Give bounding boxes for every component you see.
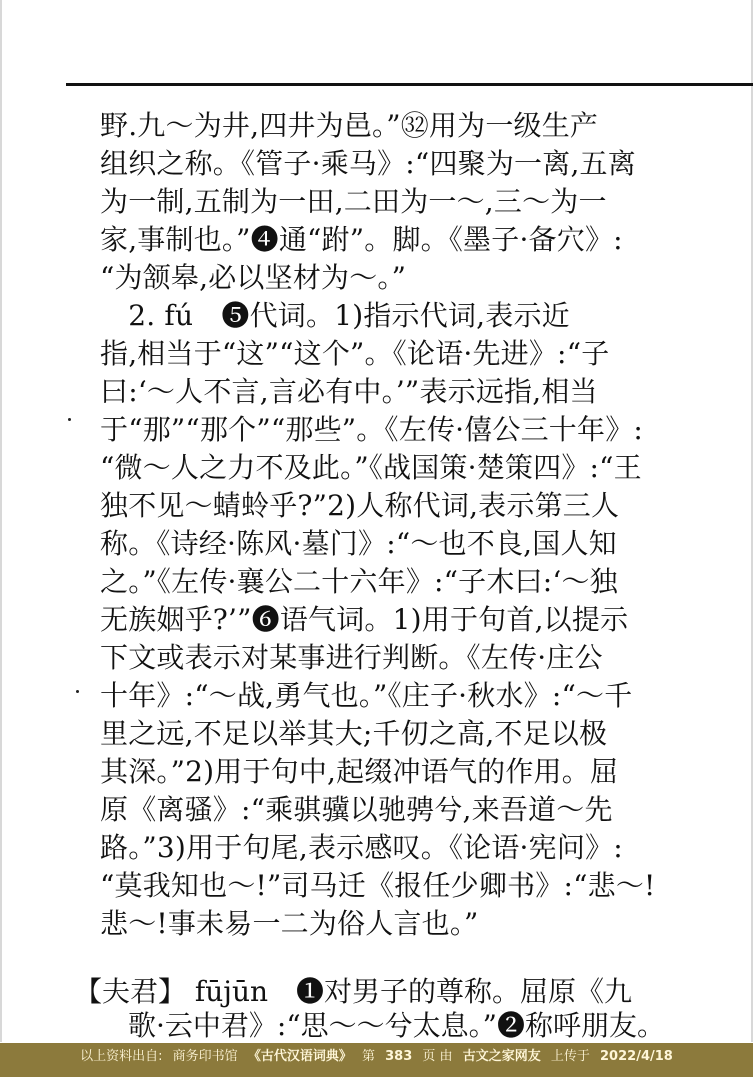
body-line: “为颔皋,必以坚材为～。” [100,261,407,294]
body-line: 野.九～为井,四井为邑。”㉜用为一级生产 [100,109,599,142]
body-line: 路。”3)用于句尾,表示感叹。《论语·宪问》: [100,831,623,864]
body-line: “莫我知也～!”司马迁《报任少卿书》:“悲～! [100,869,656,902]
footer-date: 2022/4/18 [600,1049,673,1064]
body-line: 下文或表示对某事进行判断。《左传·庄公 [100,641,603,674]
top-rule [66,83,753,86]
scan-speck [76,690,79,693]
body-line: 十年》:“～战,勇气也。”《庄子·秋水》:“～千 [100,679,633,712]
body-line: “微～人之力不及此。”《战国策·楚策四》:“王 [100,451,642,484]
footer-book-title: 《古代汉语词典》 [247,1049,352,1064]
footer-publisher: 商务印书馆 [172,1049,238,1064]
entry-headword-line: 【夫君】 fūjūn ❶对男子的尊称。屈原《九 [74,975,633,1008]
body-line: 称。《诗经·陈风·墓门》:“～也不良,国人知 [100,527,617,560]
body-line: 曰:‘～人不言,言必有中。’”表示远指,相当 [100,375,598,408]
footer-prefix: 以上资料出自: [80,1049,163,1064]
entry-definition-line: 歌·云中君》:“思～～兮太息。”❷称呼朋友。 [100,1011,665,1041]
footer-page-label: 第 [361,1049,375,1064]
body-line: 组织之称。《管子·乘马》:“四聚为一离,五离 [100,147,636,180]
body-line: 指,相当于“这”“这个”。《论语·先进》:“子 [100,337,610,370]
body-line: 独不见～蜻蛉乎?”2)人称代词,表示第三人 [100,489,620,522]
scan-speck [68,418,71,421]
body-line: 其深。”2)用于句中,起缀冲语气的作用。屈 [100,755,619,788]
footer-uploader: 古文之家网友 [462,1049,541,1064]
body-line: 于“那”“那个”“那些”。《左传·僖公三十年》: [100,413,644,446]
source-footer [0,1043,753,1077]
body-line: 无族姻乎?’”❻语气词。1)用于句首,以提示 [100,603,629,636]
body-line: 家,事制也。”❹通“跗”。脚。《墨子·备穴》: [100,223,623,256]
scan-border-left [0,0,2,1042]
body-line: 2. fú ❺代词。1)指示代词,表示近 [100,299,570,332]
body-line: 原《离骚》:“乘骐骥以驰骋兮,来吾道～先 [100,793,613,826]
body-line: 为一制,五制为一田,二田为一～,三～为一 [100,185,607,218]
footer-upload-label: 上传于 [550,1049,590,1064]
body-line: 悲～!事未易一二为俗人言也。” [100,907,479,940]
body-line: 里之远,不足以举其大;千仞之高,不足以极 [100,717,608,750]
footer-page-suffix: 页 由 [422,1049,453,1064]
footer-page-number: 383 [385,1049,413,1064]
body-line: 之。”《左传·襄公二十六年》:“子木曰:‘～独 [100,565,618,598]
